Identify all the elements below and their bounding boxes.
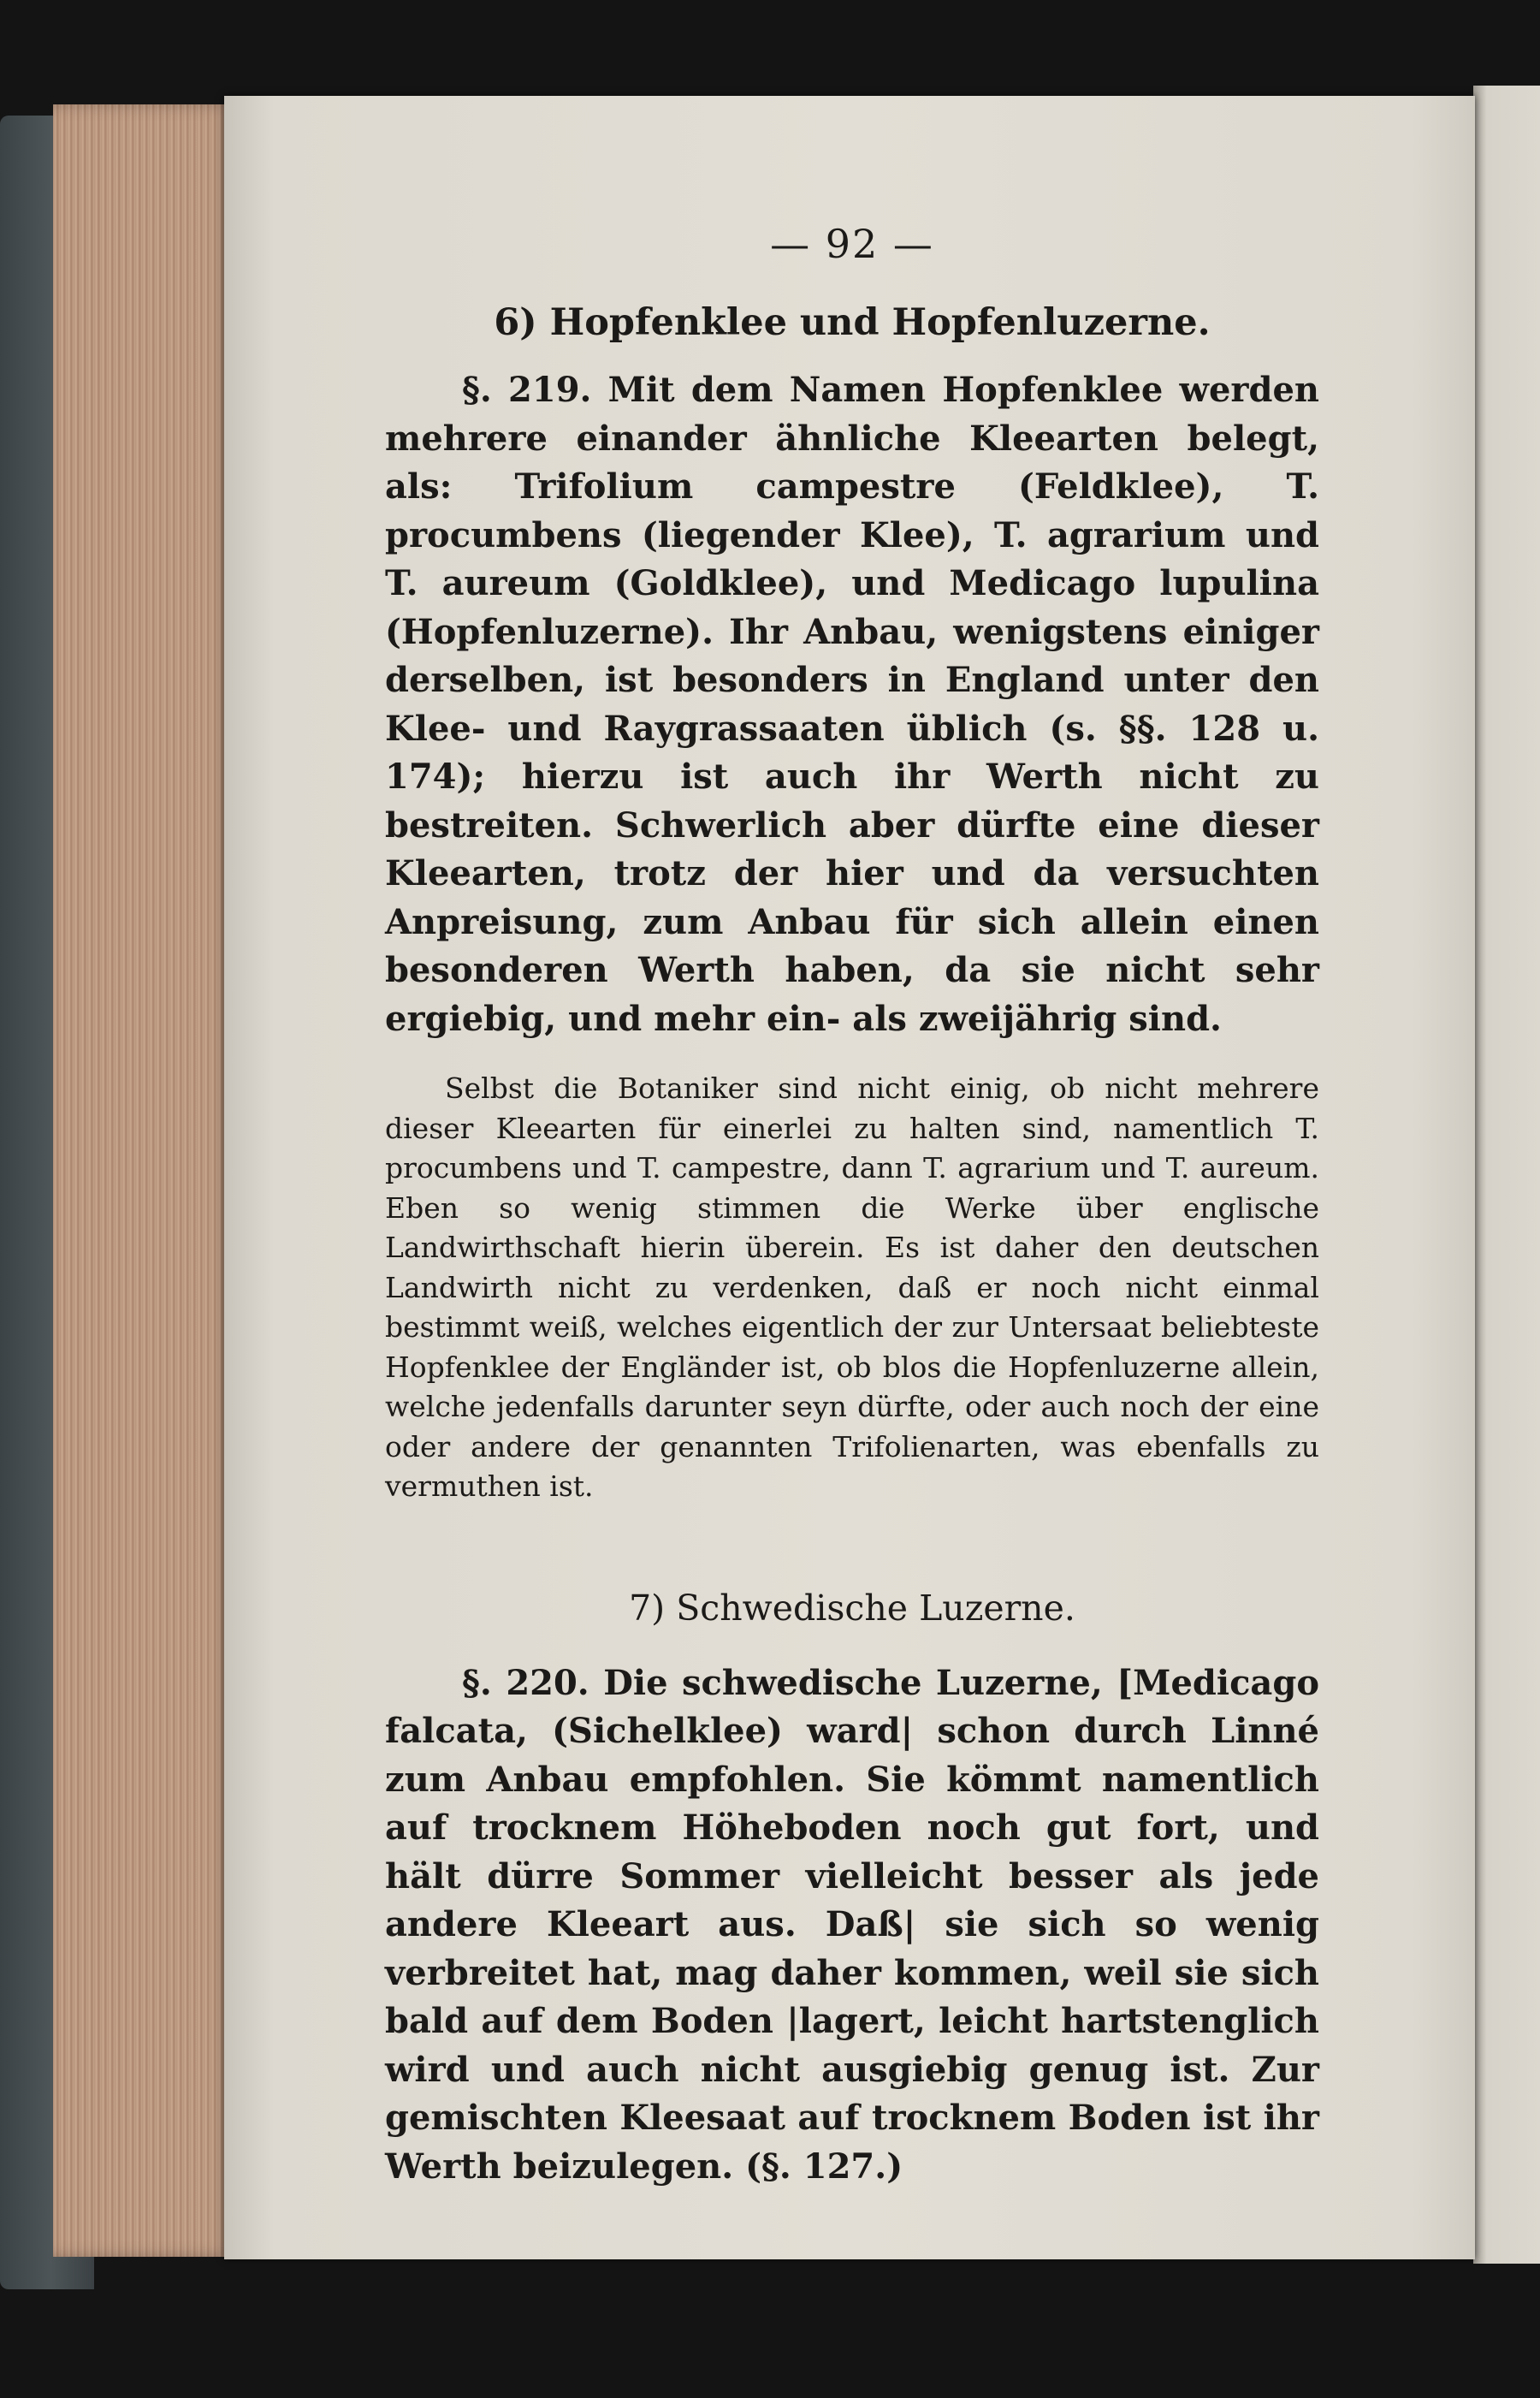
section-heading-6: 6) Hopfenklee und Hopfenluzerne. — [494, 301, 1211, 344]
paragraph-219 — [385, 366, 1319, 1043]
paragraph-219-text: §. 219. Mit dem Namen Hopfenklee werden mehrere einander ähnliche Kleearten belegt, als: Trifolium campestre (Feldklee), T. procumbens (liegender Klee), T. agrarium und T. aureum (Goldklee), und Medicago lupulina (Hopfenluzerne). Ihr Anbau, wenigstens einiger derselben, ist besonders in England unter den Klee- und Raygrassaaten üblich (s. §§. 128 u. 174); hierzu ist auch ihr Werth nicht zu bestreiten. Schwerlich aber dürfte eine dieser Kleearten, trotz der hier und da versuchten Anpreisung, zum Anbau für sich allein einen besonderen Werth haben, da sie nicht sehr ergiebig, und mehr ein- als zweijährig sind. — [385, 370, 1319, 1039]
section-heading-7: 7) Schwedische Luzerne. — [629, 1587, 1075, 1629]
page-text — [385, 205, 1319, 2191]
footnote-219 — [385, 1069, 1319, 1507]
page-block-edges — [53, 104, 234, 2257]
paragraph-220 — [385, 1659, 1319, 2192]
footnote-219-text: Selbst die Botaniker sind nicht einig, ob nicht mehrere dieser Kleearten für einerlei zu halten sind, namentlich T. procumbens und T. campestre, dann T. agrarium und T. aureum. Eben so wenig stimmen die Werke über englische Landwirthschaft hierin überein. Es ist daher den deutschen Landwirth nicht zu verdenken, daß er noch nicht einmal bestimmt weiß, welches eigentlich der zur Untersaat beliebteste Hopfenklee der Engländer ist, ob blos die Hopfenluzerne allein, welche jedenfalls darunter seyn dürfte, oder auch noch der eine oder andere der genannten Trifolienarten, was ebenfalls zu vermuthen ist. — [385, 1071, 1319, 1503]
page-number: — 92 — — [770, 221, 934, 267]
paragraph-220-text: §. 220. Die schwedische Luzerne, [Medicago falcata, (Sichelklee) ward| schon durch Linné zum Anbau empfohlen. Sie kömmt namentlich auf trocknem Höheboden noch gut fort, und hält dürre Sommer vielleicht besser als jede andere Kleeart aus. Daß| sie sich so wenig verbreitet hat, mag daher kommen, weil sie sich bald auf dem Boden |lagert, leicht hartstenglich wird und auch nicht ausgiebig genug ist. Zur gemischten Kleesaat auf trocknem Boden ist ihr Werth beizulegen. (§. 127.) — [385, 1662, 1319, 2187]
facing-page-edge — [1473, 86, 1540, 2264]
